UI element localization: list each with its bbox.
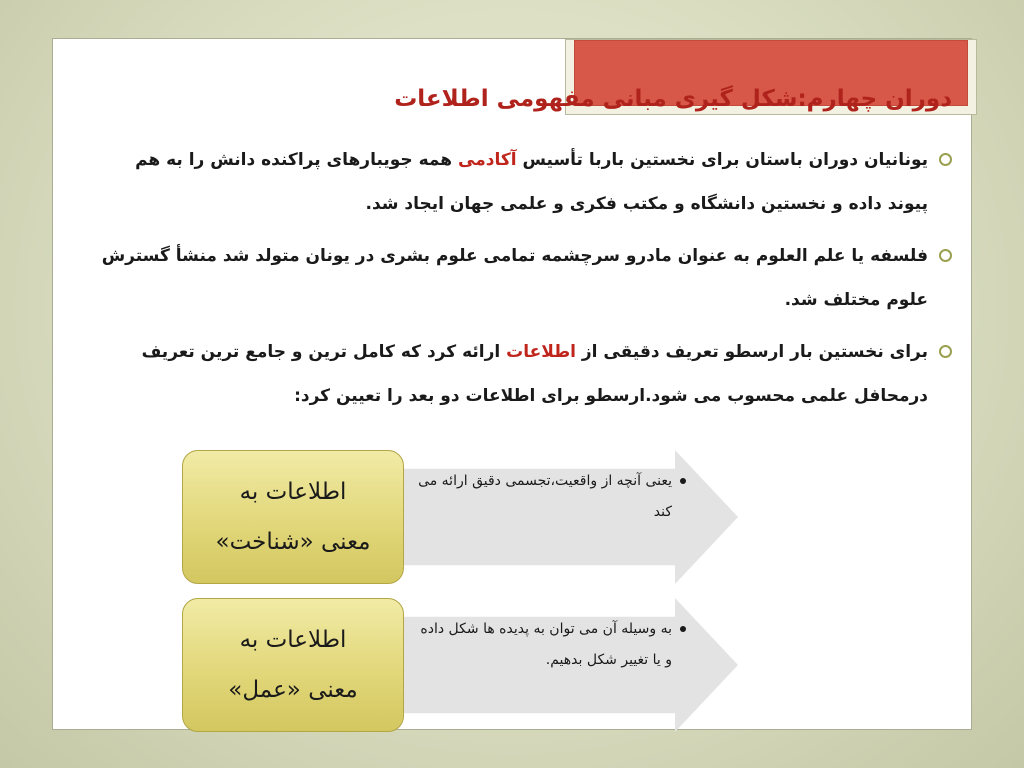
slide-heading: دوران چهارم:شکل گیری مبانی مفهومی اطلاعات <box>394 86 952 112</box>
label-line: معنی «شناخت» <box>215 529 371 555</box>
bullet-item <box>92 234 952 322</box>
bullet-text: برای نخستین بار ارسطو تعریف دقیقی از <box>575 342 928 362</box>
bullet-list <box>92 138 952 426</box>
description-text: یعنی آنچه از واقعیت،تجسمی دقیق ارائه می کند <box>418 473 672 520</box>
label-box-action <box>182 598 404 732</box>
arrow-description <box>410 466 672 528</box>
bullet-text: ارائه کرد که کامل ترین و جامع ترین تعریف درمحافل علمی محسوب می شود.ارسطو برای اطلاعات دو بعد را تعیین کرد: <box>141 342 928 406</box>
bullet-text: یونانیان دوران باستان برای نخستین باربا تأسیس <box>516 150 928 170</box>
label-box-knowledge <box>182 450 404 584</box>
highlighted-term: آکادمی <box>458 150 517 170</box>
bullet-dot-icon <box>680 626 686 632</box>
highlighted-term: اطلاعات <box>506 342 576 362</box>
arrow-description-list <box>410 466 688 528</box>
label-line: معنی «عمل» <box>228 677 358 703</box>
arrow-description <box>410 614 672 676</box>
label-line: اطلاعات به <box>239 479 347 505</box>
bullet-item <box>92 330 952 418</box>
diagram-row-action <box>182 598 738 732</box>
bullet-circle-icon <box>939 249 952 262</box>
bullet-item <box>92 138 952 226</box>
bullet-circle-icon <box>939 345 952 358</box>
bullet-text: فلسفه یا علم العلوم به عنوان مادرو سرچشمه تمامی علوم بشری در یونان متولد شد منشأ گسترش علوم مختلف شد. <box>101 246 928 310</box>
arrow-description-list <box>410 614 688 676</box>
bullet-text: همه جویبارهای پراکنده دانش را به هم پیوند داده و نخستین دانشگاه و مکتب فکری و علمی جهان ایجاد شد. <box>135 150 928 214</box>
label-line: اطلاعات به <box>239 627 347 653</box>
bullet-dot-icon <box>680 478 686 484</box>
description-text: به وسیله آن می توان به پدیده ها شکل داده و یا تغییر شکل بدهیم. <box>420 621 672 668</box>
bullet-circle-icon <box>939 153 952 166</box>
diagram-row-knowledge <box>182 450 738 584</box>
